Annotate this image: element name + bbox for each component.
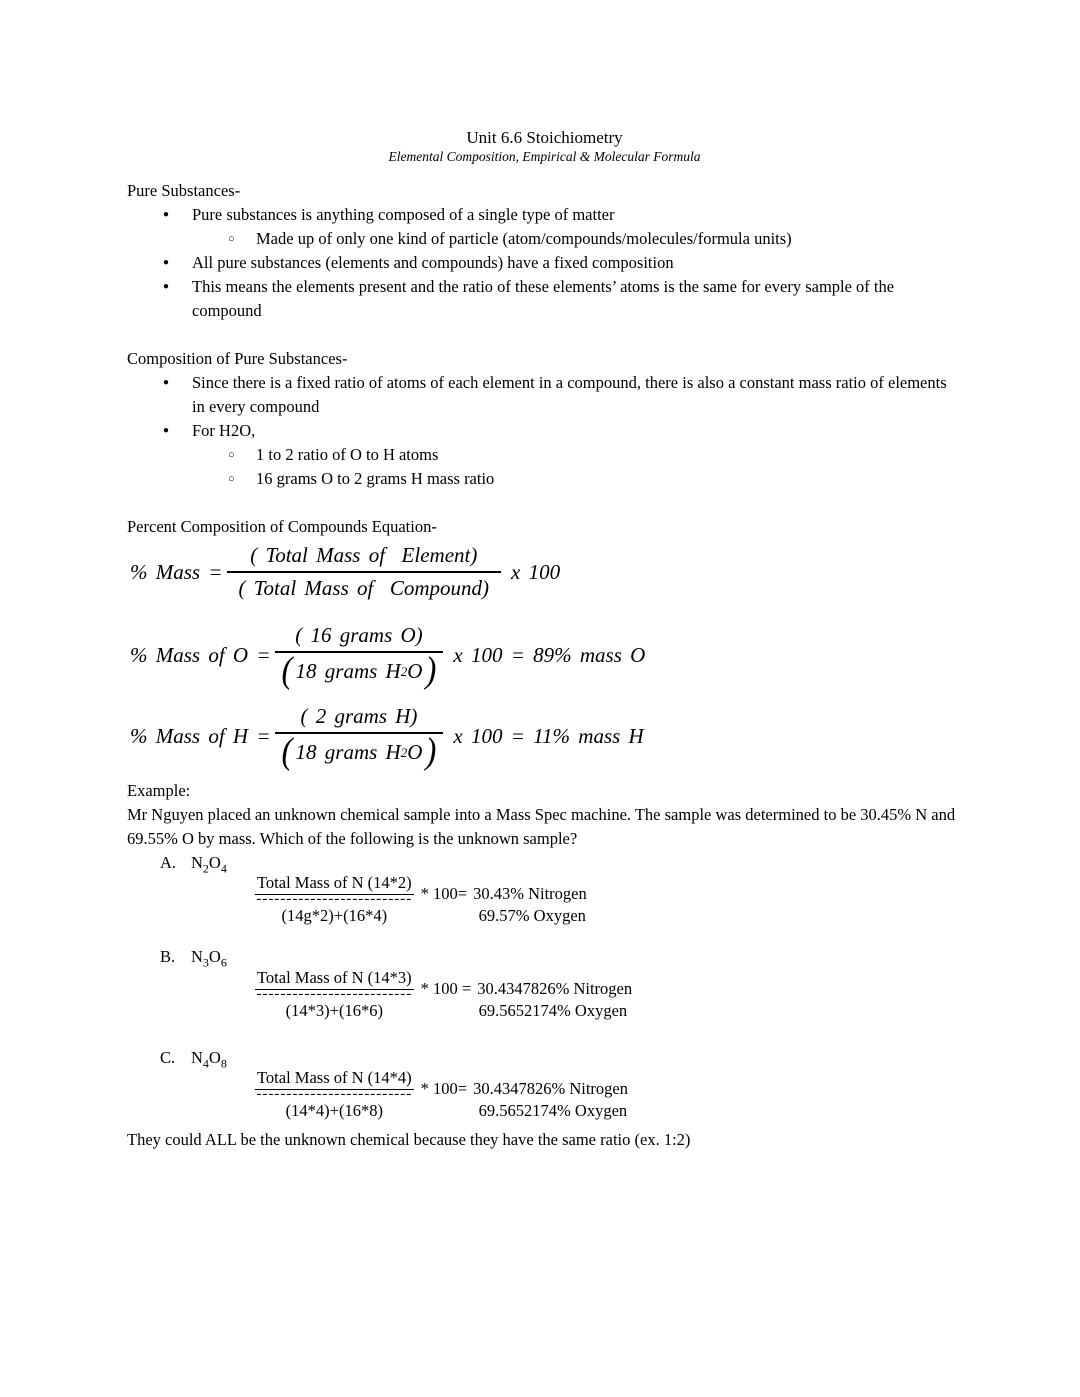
bullet-item [127,371,962,419]
work-denominator: (14*4)+(16*8) [285,1100,383,1120]
open-paren: ( [281,650,293,692]
subscript: 2 [202,861,209,876]
doc-title: Unit 6.6 Stoichiometry [466,128,623,147]
sub-bullet-item [127,443,962,467]
option-c [127,1046,962,1122]
work-result [421,1078,628,1122]
formula-lhs: % Mass = [130,559,223,584]
bullet-icon: ● [163,377,170,388]
result-line-1 [421,1078,628,1100]
fraction [275,623,444,692]
work-denominator: (14g*2)+(16*4) [281,906,388,926]
formula-percent-mass-oxygen [130,623,962,692]
bullet-item [127,419,962,443]
denominator-text: 18 grams H [295,740,401,764]
subscript: 3 [202,955,209,970]
bullet-item [127,203,962,227]
dashed-line: -------------------------- [256,1089,413,1100]
element-symbol: N [191,947,203,967]
dashed-line: -------------------------- [256,989,413,1000]
bullet-item [127,275,962,323]
fraction-denominator [275,731,444,773]
result-line-1 [421,883,587,905]
denominator-text: O [407,659,423,683]
open-paren: ( [281,731,293,773]
section-heading-pure-substances: Pure Substances- [127,181,241,200]
element-symbol: O [208,1047,221,1067]
bullet-item [127,251,962,275]
subscript: 6 [220,955,227,970]
chemical-formula [191,851,227,880]
formula-percent-mass-hydrogen [130,704,962,773]
fraction-numerator: ( Total Mass of Element) [250,543,478,567]
multiplier: * 100= [420,1078,468,1098]
bullet-icon: ● [163,425,170,436]
sub-bullet-text: Made up of only one kind of particle (atom/compounds/molecules/formula units) [256,229,792,248]
dashed-line: -------------------------- [256,895,413,906]
bullet-icon: ● [163,257,170,268]
doc-subtitle: Elemental Composition, Empirical & Molecular Formula [388,149,701,164]
element-symbol: N [191,853,203,872]
result-nitrogen: 30.4347826% Nitrogen [477,978,633,998]
bullet-text: Since there is a fixed ratio of atoms of each element in a compound, there is also a constant mass ratio of elements in every compound [192,373,947,416]
option-math [255,872,962,927]
formula-lhs: % Mass of O = [130,643,271,667]
formula-rhs: x 100 [511,559,561,584]
result-oxygen: 69.5652174% Oxygen [478,1000,628,1020]
option-letter: A. [160,853,177,872]
formula-lhs: % Mass of H = [130,724,271,748]
result-line-1 [421,978,632,1000]
result-nitrogen: 30.4347826% Nitrogen [473,1078,628,1098]
fraction-numerator: ( 2 grams H) [300,704,418,728]
work-numerator: Total Mass of N (14*2) [255,872,414,895]
bullet-text: Pure substances is anything composed of a single type of matter [192,205,615,224]
example-heading: Example: [127,781,191,800]
option-a [127,851,962,927]
work-fraction [255,1067,414,1122]
work-fraction [255,967,414,1022]
denominator-text: 18 grams H [295,659,401,683]
option-b [127,945,962,1021]
option-math [255,1067,962,1122]
result-oxygen: 69.5652174% Oxygen [478,1100,628,1120]
fraction [227,543,502,601]
subscript: 4 [202,1055,209,1070]
element-symbol: O [208,853,221,872]
denominator-text: O [407,740,423,764]
bullet-icon: ● [163,281,170,292]
section-heading-percent-equation: Percent Composition of Compounds Equation- [127,517,437,536]
subscript: 8 [220,1055,227,1070]
formula-rhs: x 100 = 89% mass O [453,643,646,667]
section-heading-composition: Composition of Pure Substances- [127,349,348,368]
work-numerator: Total Mass of N (14*4) [255,1067,414,1090]
close-paren: ) [425,650,437,692]
conclusion-text: They could ALL be the unknown chemical because they have the same ratio (ex. 1:2) [127,1129,691,1149]
formula-rhs: x 100 = 11% mass H [453,724,644,748]
fraction-denominator: ( Total Mass of Compound) [238,576,490,600]
sub-bullet-text: 16 grams O to 2 grams H mass ratio [256,469,495,488]
chemical-formula [191,1046,227,1075]
option-letter: C. [160,1047,176,1067]
bullet-icon: ● [163,209,170,220]
fraction [275,704,444,773]
subscript: 2 [400,663,408,679]
hollow-bullet-icon: ○ [228,473,235,485]
bullet-text: All pure substances (elements and compounds) have a fixed composition [192,253,674,272]
result-nitrogen: 30.43% Nitrogen [473,884,587,904]
fraction-denominator [275,650,444,692]
option-math [255,967,962,1022]
work-numerator: Total Mass of N (14*3) [255,967,414,990]
work-denominator: (14*3)+(16*6) [285,1000,383,1020]
element-symbol: O [208,947,221,967]
work-result [421,883,587,927]
result-oxygen: 69.57% Oxygen [478,906,586,926]
close-paren: ) [425,731,437,773]
subscript: 2 [400,744,408,760]
work-fraction [255,872,414,927]
multiplier: * 100= [420,884,468,904]
hollow-bullet-icon: ○ [228,233,235,245]
fraction-numerator: ( 16 grams O) [295,623,423,647]
hollow-bullet-icon: ○ [228,449,235,461]
subscript: 4 [220,861,227,876]
bullet-text: This means the elements present and the ratio of these elements’ atoms is the same for every sample of the compound [192,277,895,320]
example-problem: Mr Nguyen placed an unknown chemical sample into a Mass Spec machine. The sample was determined to be 30.45% N and 69.55% O by mass. Which of the following is the unknown sample? [127,805,956,848]
sub-bullet-item [127,227,962,251]
multiplier: * 100 = [420,978,472,998]
sub-bullet-item [127,467,962,491]
chemical-formula [191,945,227,974]
sub-bullet-text: 1 to 2 ratio of O to H atoms [256,445,439,464]
work-result [421,978,632,1022]
option-letter: B. [160,947,176,967]
formula-percent-mass-general [130,543,962,601]
bullet-text: For H2O, [192,421,256,440]
element-symbol: N [191,1047,203,1067]
